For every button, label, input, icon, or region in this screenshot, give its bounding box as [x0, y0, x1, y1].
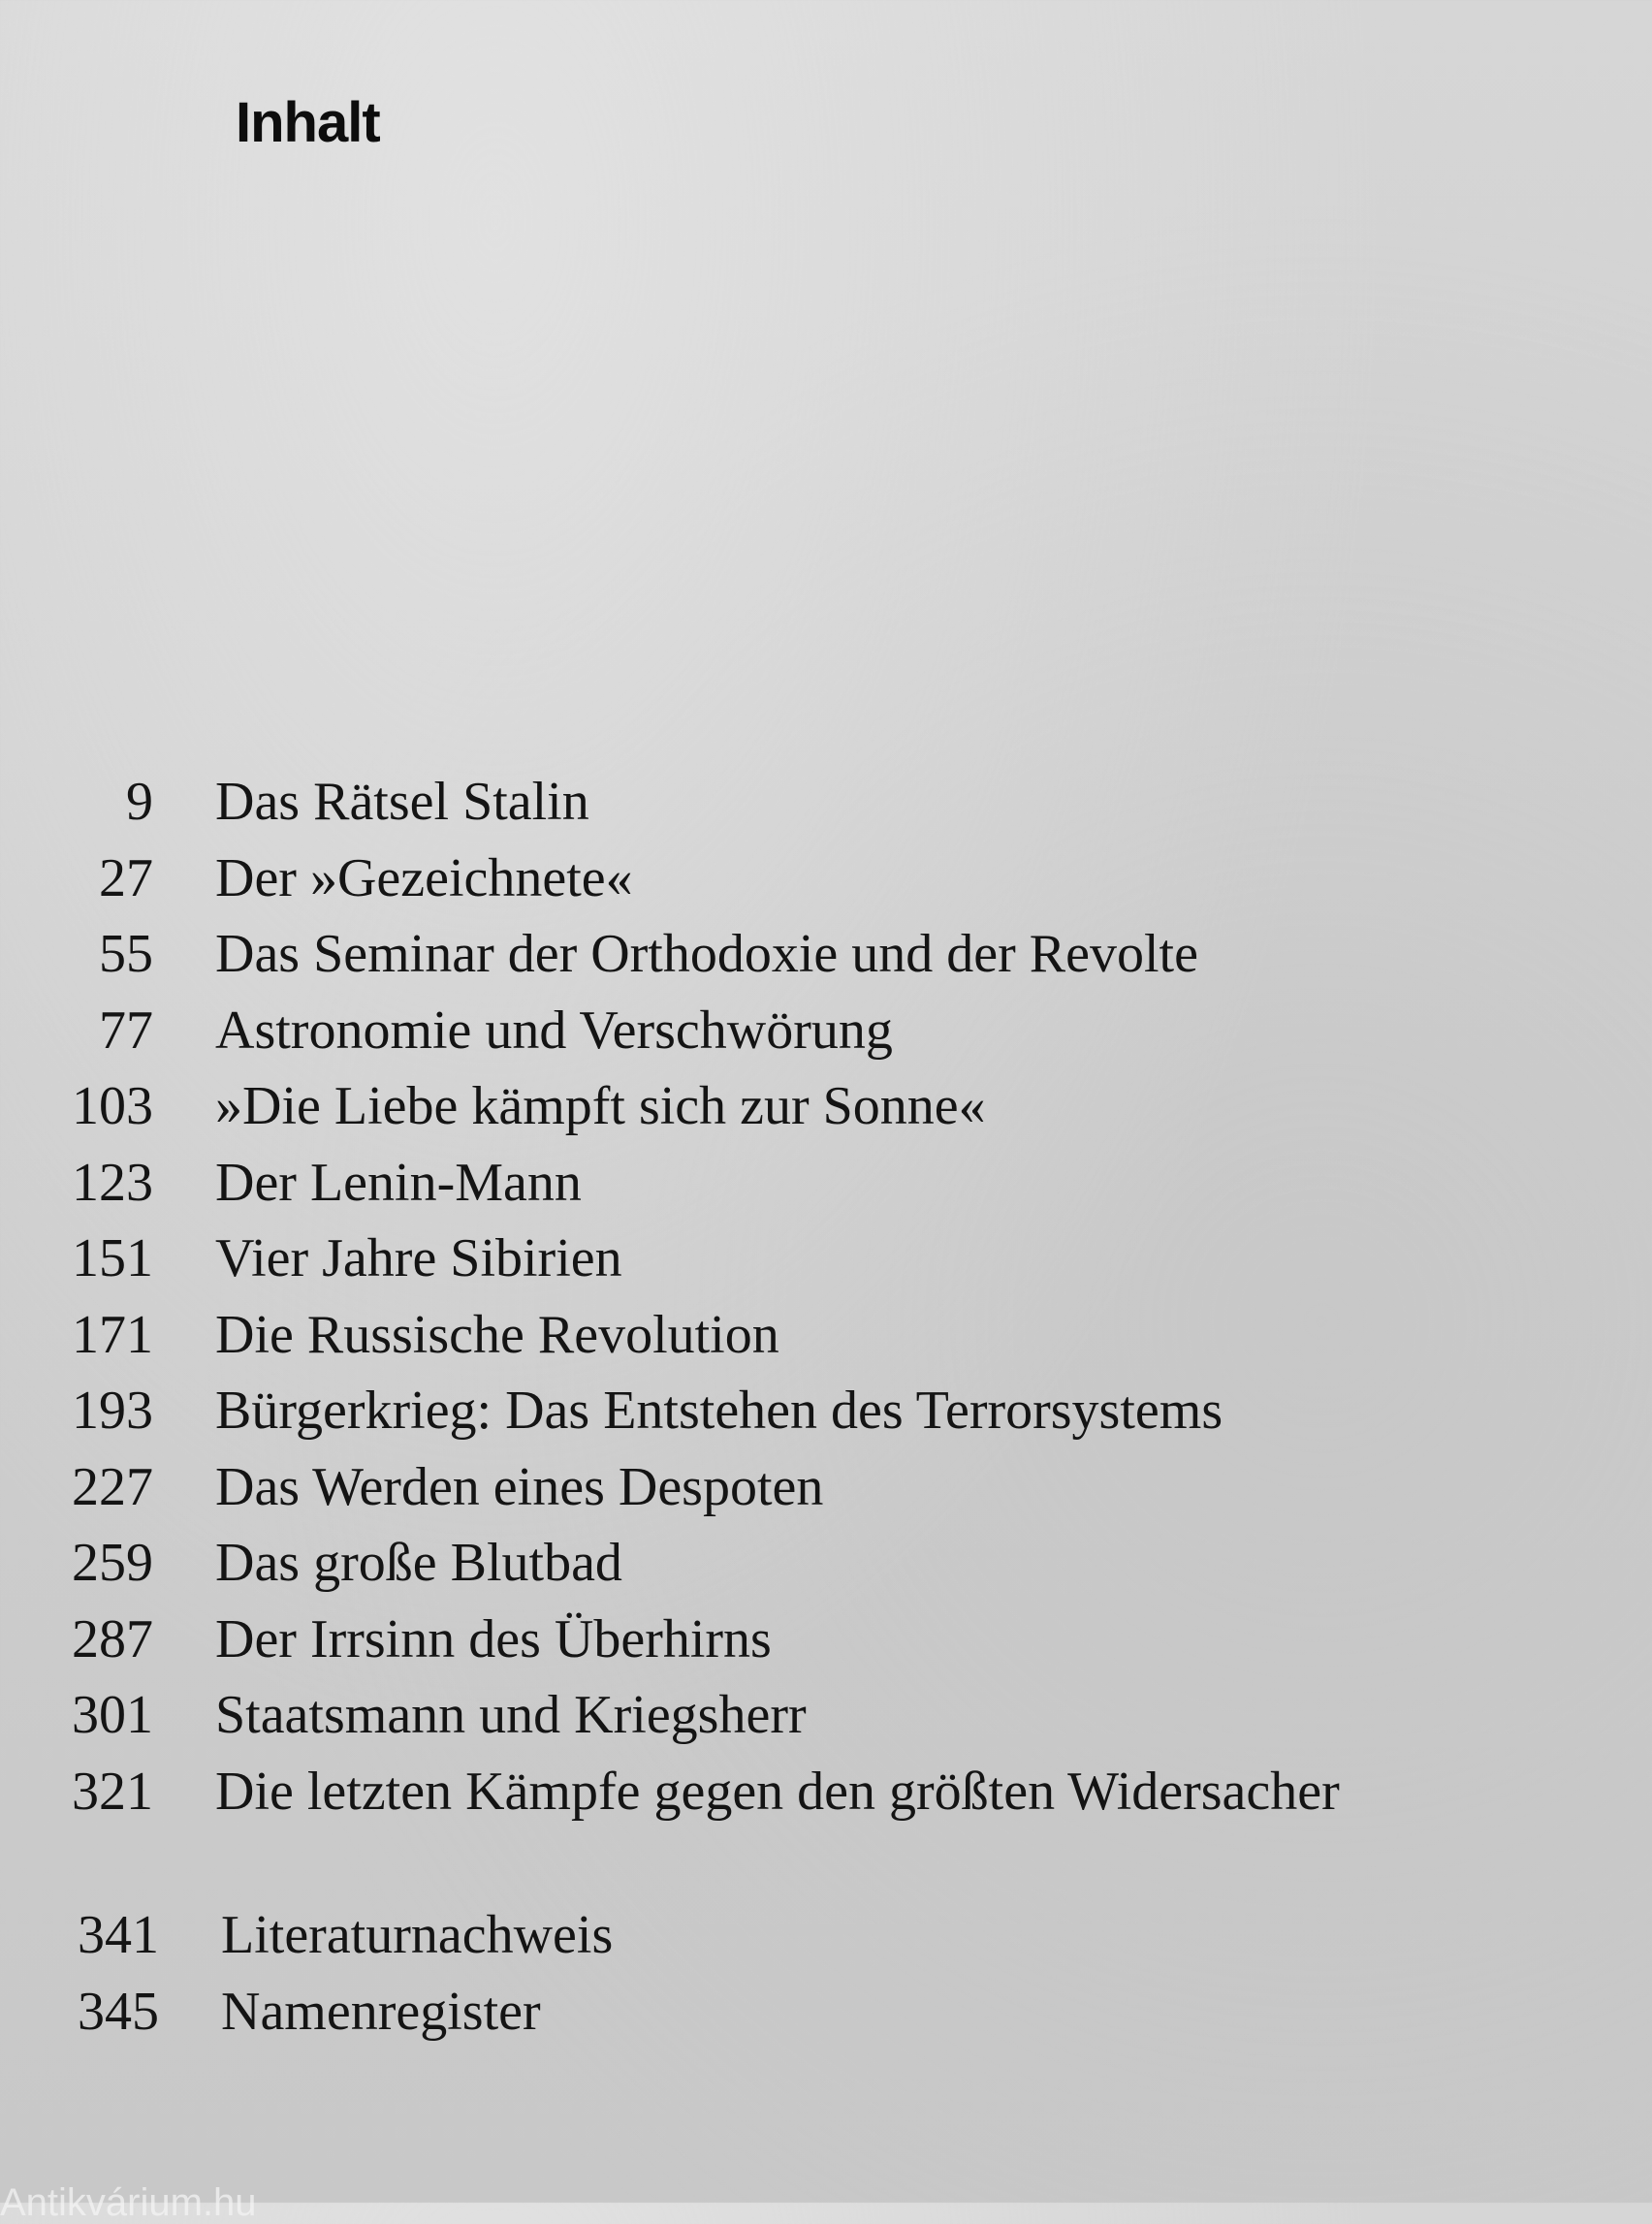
toc-page-number: 193: [72, 1381, 153, 1441]
toc-page-number: 341: [78, 1905, 159, 1965]
toc-page-number: 321: [72, 1761, 153, 1822]
toc-chapter-title: Staatsmann und Kriegsherr: [215, 1685, 807, 1745]
toc-entry: [0, 1145, 1652, 1222]
toc-page-number: 55: [99, 924, 153, 984]
toc-page-number: 27: [99, 847, 153, 908]
toc-appendix-title: Namenregister: [221, 1981, 541, 2042]
toc-appendix-entry: [0, 1897, 1652, 1974]
toc-entry: [0, 1068, 1652, 1145]
toc-entry: [0, 1525, 1652, 1602]
toc-page-number: 171: [72, 1304, 153, 1365]
toc-chapter-title: Vier Jahre Sibirien: [215, 1228, 622, 1288]
toc-page-number: 227: [72, 1456, 153, 1517]
toc-entry: [0, 841, 1652, 917]
toc-chapter-title: »Die Liebe kämpft sich zur Sonne«: [215, 1076, 986, 1136]
toc-chapter-title: Das große Blutbad: [215, 1533, 622, 1593]
toc-chapter-title: Das Seminar der Orthodoxie und der Revolte: [215, 924, 1198, 984]
toc-entry: [0, 1373, 1652, 1449]
toc-page-number: 77: [99, 1000, 153, 1061]
toc-appendix-entry: [0, 1974, 1652, 2050]
table-of-contents: [0, 764, 1652, 2049]
toc-entry: [0, 1297, 1652, 1374]
toc-entry: [0, 1449, 1652, 1526]
toc-chapter-title: Das Werden eines Despoten: [215, 1456, 824, 1517]
toc-page-number: 301: [72, 1685, 153, 1745]
toc-appendix-title: Literaturnachweis: [221, 1905, 614, 1965]
toc-page-number: 103: [72, 1076, 153, 1136]
toc-page-number: 9: [126, 772, 153, 832]
toc-chapter-title: Bürgerkrieg: Das Entstehen des Terrorsystems: [215, 1381, 1223, 1441]
toc-entry: [0, 764, 1652, 841]
section-spacer: [0, 1829, 1652, 1897]
toc-page-number: 259: [72, 1533, 153, 1593]
toc-entry: [0, 1221, 1652, 1297]
toc-entry: [0, 1754, 1652, 1830]
toc-page-number: 287: [72, 1608, 153, 1669]
toc-entry: [0, 1602, 1652, 1678]
toc-entry: [0, 916, 1652, 993]
toc-page-number: 345: [78, 1981, 159, 2042]
watermark-text: Antikvárium.hu: [0, 2181, 257, 2224]
toc-page-number: 151: [72, 1228, 153, 1288]
page-title: Inhalt: [236, 91, 380, 154]
toc-entry: [0, 1677, 1652, 1754]
toc-chapter-title: Das Rätsel Stalin: [215, 772, 589, 832]
toc-chapter-title: Der Lenin-Mann: [215, 1152, 582, 1213]
toc-chapter-title: Der »Gezeichnete«: [215, 847, 633, 908]
toc-page-number: 123: [72, 1152, 153, 1213]
toc-chapter-title: Die Russische Revolution: [215, 1304, 779, 1365]
toc-chapter-title: Die letzten Kämpfe gegen den größten Widersacher: [215, 1761, 1340, 1822]
toc-chapter-title: Der Irrsinn des Überhirns: [215, 1608, 772, 1669]
toc-entry: [0, 993, 1652, 1069]
toc-chapter-title: Astronomie und Verschwörung: [215, 1000, 893, 1061]
